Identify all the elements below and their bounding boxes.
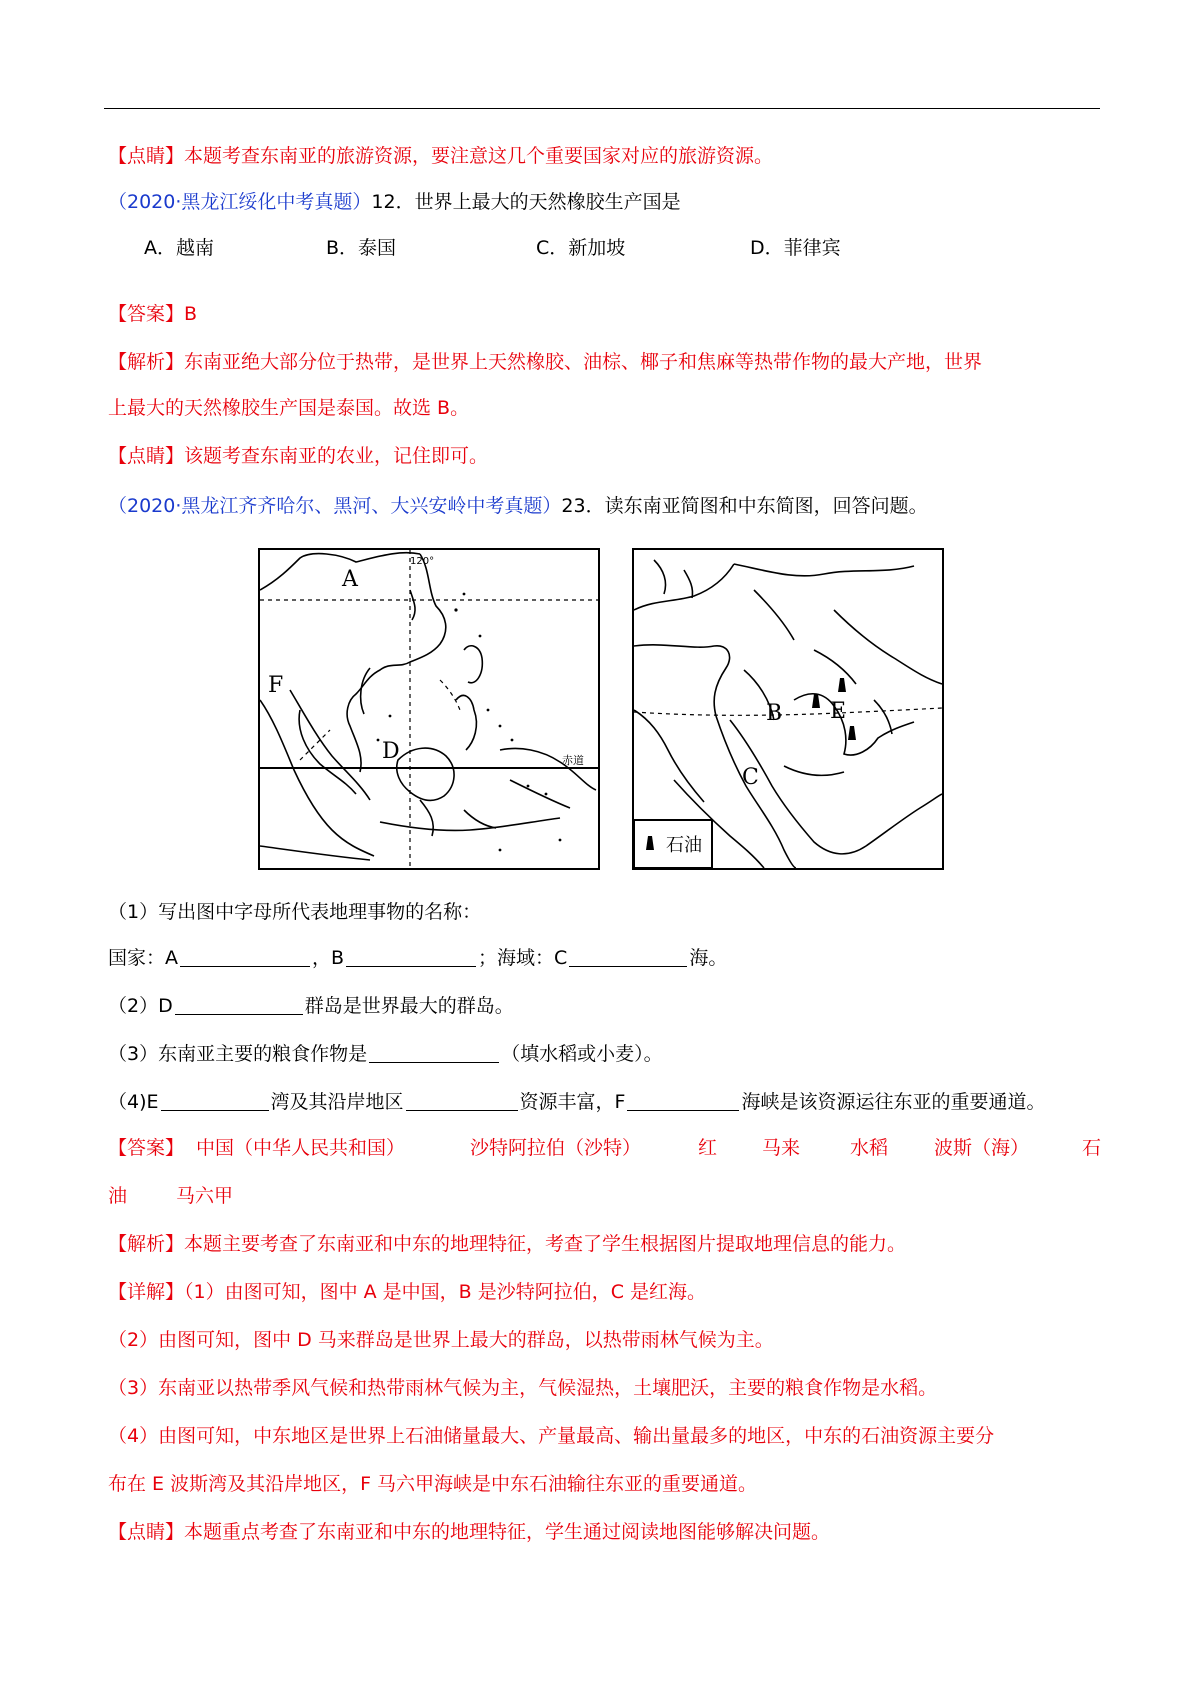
q12-options xyxy=(0,234,1200,262)
q12-analysis-tag: 【解析】 xyxy=(108,351,185,373)
q23-sub2-part1: （2）D xyxy=(108,995,173,1017)
blank-f[interactable] xyxy=(627,1090,739,1111)
blank-c[interactable] xyxy=(569,946,687,967)
blank-resource[interactable] xyxy=(406,1090,518,1111)
q23-sub4-part3: 资源丰富，F xyxy=(519,1091,626,1113)
q12-review-tag: 【点睛】 xyxy=(108,445,185,467)
blank-crop[interactable] xyxy=(369,1042,499,1063)
map1-label-d: D xyxy=(382,739,400,764)
q23-sub1-part4: 海。 xyxy=(689,947,728,969)
southeast-asia-map xyxy=(258,548,600,870)
q23-answer-6: 波斯（海） xyxy=(934,1137,1030,1159)
q12-analysis-text1: 东南亚绝大部分位于热带，是世界上天然橡胶、油棕、椰子和焦麻等热带作物的最大产地，世界 xyxy=(184,351,983,373)
q12-stem: 12．世界上最大的天然橡胶生产国是 xyxy=(371,191,681,213)
q23-review-tag: 【点睛】 xyxy=(108,1521,185,1543)
q23-answer-5: 水稻 xyxy=(850,1137,889,1159)
map2-label-e: E xyxy=(830,699,847,724)
q23-stem: 23．读东南亚简图和中东简图，回答问题。 xyxy=(561,495,928,517)
map2-label-b: B xyxy=(766,701,783,726)
middle-east-map xyxy=(632,548,944,870)
q23-sub4 xyxy=(108,1088,1045,1116)
q23-answer-3: 红 xyxy=(698,1137,718,1159)
q12-answer xyxy=(108,300,197,328)
q23-sub4-part2: 湾及其沿岸地区 xyxy=(270,1091,404,1113)
q23-analysis-tag: 【解析】 xyxy=(108,1233,185,1255)
q23-answer-8: 马六甲 xyxy=(176,1185,234,1207)
map2-legend-label: 石油 xyxy=(666,835,702,856)
blank-d[interactable] xyxy=(175,994,303,1015)
q23-answer-2: 沙特阿拉伯（沙特） xyxy=(470,1137,642,1159)
q23-sub4-part1: （4)E xyxy=(108,1091,159,1113)
q23-detail3: （3）东南亚以热带季风气候和热带雨林气候为主，气候湿热，土壤肥沃，主要的粮食作物是水稻。 xyxy=(108,1377,938,1399)
q23-source: （2020·黑龙江齐齐哈尔、黑河、大兴安岭中考真题） xyxy=(108,495,562,517)
q23-sub2 xyxy=(108,992,514,1020)
q23-detail-tag: 【详解】 xyxy=(108,1281,185,1303)
southeast-asia-map-drawing xyxy=(260,550,598,868)
map1-label-a: A xyxy=(342,567,358,592)
header-rule xyxy=(104,108,1100,109)
q12-answer-tag: 【答案】 xyxy=(108,303,185,325)
blank-a[interactable] xyxy=(180,946,310,967)
q23-review xyxy=(108,1518,830,1546)
q23-sub1-blanks xyxy=(108,944,727,972)
q12-option-b: B．泰国 xyxy=(326,237,397,259)
map2-label-c: C xyxy=(742,765,759,790)
q23-sub3 xyxy=(108,1040,663,1068)
q23-sub1-part3: ；海域：C xyxy=(478,947,568,969)
review-tag: 【点睛】 xyxy=(108,145,185,167)
q23-sub1-part1: 国家：A xyxy=(108,947,178,969)
q23-detail4-line2: 布在 E 波斯湾及其沿岸地区，F 马六甲海峡是中东石油输往东亚的重要通道。 xyxy=(108,1473,758,1495)
q23-answer-tag: 【答案】 xyxy=(108,1137,185,1159)
q23-detail1-text: （1）由图可知，图中 A 是中国，B 是沙特阿拉伯，C 是红海。 xyxy=(184,1281,707,1303)
q23-sub3-part1: （3）东南亚主要的粮食作物是 xyxy=(108,1043,368,1065)
q12-review xyxy=(108,442,488,470)
q23-sub3-part2: （填水稻或小麦）。 xyxy=(501,1043,663,1065)
q23-answer-line2 xyxy=(0,1182,1200,1210)
q23-answer-7: 石 xyxy=(1082,1137,1102,1159)
q12-analysis-line2: 上最大的天然橡胶生产国是泰国。故选 B。 xyxy=(108,397,470,419)
q23-review-text: 本题重点考查了东南亚和中东的地理特征，学生通过阅读地图能够解决问题。 xyxy=(184,1521,831,1543)
q12-stem-line xyxy=(108,188,681,216)
q12-answer-value: B xyxy=(184,303,198,325)
q23-detail4-line1: （4）由图可知，中东地区是世界上石油储量最大、产量最高、输出量最多的地区，中东的石油资源主要分 xyxy=(108,1425,995,1447)
map1-equator-label: 赤道 xyxy=(562,754,584,767)
q23-analysis-text: 本题主要考查了东南亚和中东的地理特征，考查了学生根据图片提取地理信息的能力。 xyxy=(184,1233,907,1255)
q23-sub1-part2: ，B xyxy=(312,947,345,969)
q23-answer-line1 xyxy=(0,1134,1200,1162)
map1-longitude-label: 120° xyxy=(410,556,435,567)
q23-analysis xyxy=(108,1230,906,1258)
review-text: 本题考查东南亚的旅游资源，要注意这几个重要国家对应的旅游资源。 xyxy=(184,145,774,167)
q23-answer-4: 马来 xyxy=(762,1137,801,1159)
blank-e[interactable] xyxy=(161,1090,269,1111)
q23-answer-1: 中国（中华人民共和国） xyxy=(196,1137,406,1159)
q23-sub1: （1）写出图中字母所代表地理事物的名称： xyxy=(108,901,482,923)
q12-option-d: D．菲律宾 xyxy=(750,237,841,259)
q12-analysis-line1 xyxy=(108,348,982,376)
q23-answer-7-cont: 油 xyxy=(108,1185,128,1207)
q12-option-c: C．新加坡 xyxy=(536,237,626,259)
review-previous xyxy=(108,142,773,170)
q23-sub2-part2: 群岛是世界最大的群岛。 xyxy=(304,995,514,1017)
map1-label-f: F xyxy=(268,673,284,698)
q23-detail2: （2）由图可知，图中 D 马来群岛是世界上最大的群岛，以热带雨林气候为主。 xyxy=(108,1329,774,1351)
map2-legend xyxy=(634,820,712,868)
q23-stem-line xyxy=(108,492,928,520)
middle-east-map-drawing xyxy=(634,550,942,868)
q12-source: （2020·黑龙江绥化中考真题） xyxy=(108,191,372,213)
q23-sub4-part4: 海峡是该资源运往东亚的重要通道。 xyxy=(741,1091,1046,1113)
q12-option-a: A．越南 xyxy=(144,237,214,259)
q23-detail1 xyxy=(108,1278,706,1306)
blank-b[interactable] xyxy=(346,946,476,967)
q12-review-text: 该题考查东南亚的农业，记住即可。 xyxy=(184,445,489,467)
